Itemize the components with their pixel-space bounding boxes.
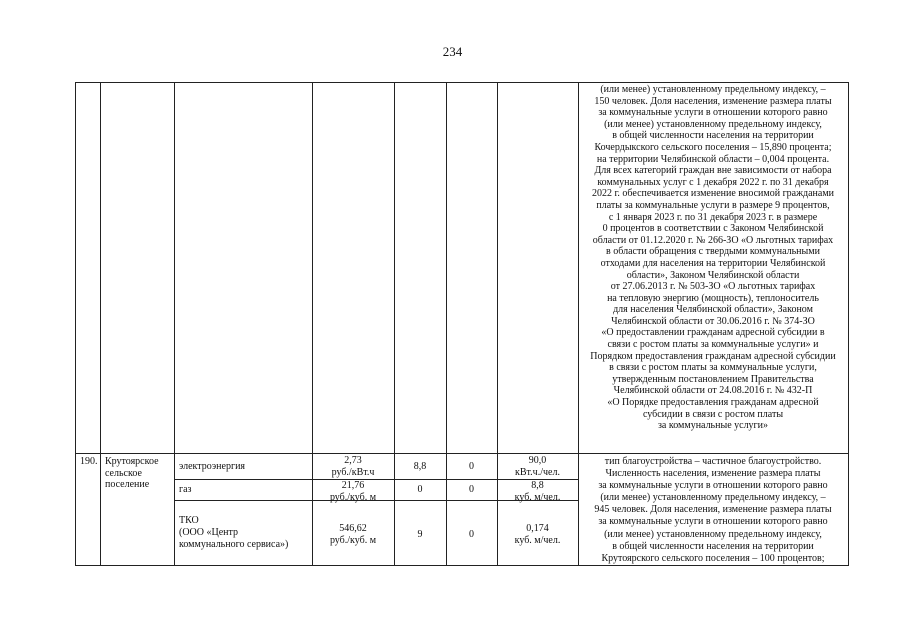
note-line: Челябинской области от 30.06.2016 г. № 374-ЗО xyxy=(611,315,815,327)
note-line: за коммунальные услуги в отношении которого равно xyxy=(598,516,828,528)
note-line: Кочердыкского сельского поселения – 15,890 процента; xyxy=(594,141,832,153)
volume-line: куб. м/чел. xyxy=(514,534,561,546)
note-line: в общей численности населения на территории xyxy=(612,130,814,142)
change-waste: 0 xyxy=(469,529,474,540)
note-line: (или менее) установленному предельному индексу, xyxy=(604,118,822,130)
note-line: «О предоставлении гражданам адресной субсидии в xyxy=(601,327,825,339)
index-waste: 9 xyxy=(417,529,423,540)
service-name-line: коммунального сервиса») xyxy=(179,539,289,550)
tariff-line: 546,62 xyxy=(339,523,367,534)
index-gas: 0 xyxy=(417,484,423,495)
note-line: тип благоустройства – частичное благоустройство. xyxy=(604,456,822,467)
note-line: в связи с ростом платы за коммунальные услуги, xyxy=(609,362,817,374)
note-line: на тепловую энергию (мощность), теплоноситель xyxy=(607,292,819,304)
tariff-electricity xyxy=(312,455,394,478)
settlement-name-line: сельское xyxy=(105,467,142,479)
note-line: 2022 г. обеспечивается изменение вносимой гражданами xyxy=(591,188,835,200)
volume-line: кВт.ч./чел. xyxy=(515,466,560,478)
volume-electricity xyxy=(497,455,578,478)
row-number: 190. xyxy=(80,456,98,467)
note-line: от 27.06.2013 г. № 503-ЗО «О льготных тарифах xyxy=(610,281,816,293)
note-line: связи с ростом платы за коммунальные услуги» и xyxy=(607,339,819,351)
service-name-line: (ООО «Центр xyxy=(179,527,238,538)
settlement-name xyxy=(105,456,159,491)
index-electricity: 8,8 xyxy=(413,461,427,472)
note-line: субсидии в связи с ростом платы xyxy=(642,408,784,420)
service-name-line: газ xyxy=(179,484,192,495)
settlement-name-line: поселение xyxy=(105,479,150,490)
service-name-line: ТКО xyxy=(179,515,199,526)
note-line: Челябинской области от 24.08.2016 г. № 432-П xyxy=(613,385,813,397)
note-line: коммунальных услуг с 1 декабря 2022 г. по 31 декабря xyxy=(597,176,829,188)
note-line: платы за коммунальные услуги в размере 9 процентов, xyxy=(596,199,830,211)
note-line: на территории Челябинской области – 0,004 процента. xyxy=(596,153,830,165)
tariff-line: руб./куб. м xyxy=(329,491,377,503)
note-line: с 1 января 2023 г. по 31 декабря 2023 г. в размере xyxy=(608,211,818,223)
note-line: (или менее) установленному предельному индексу, xyxy=(604,528,822,540)
tariff-waste xyxy=(312,523,394,546)
volume-line: 8,8 xyxy=(531,480,544,491)
service-name-gas xyxy=(179,484,192,496)
note-line: области», Законом Челябинской области xyxy=(626,269,800,281)
settlement-name-line: Крутоярское xyxy=(105,456,159,467)
service-name-line: электроэнергия xyxy=(179,461,246,472)
note-line: утвержденным постановлением Правительства xyxy=(612,373,814,385)
tariff-line: руб./кВт.ч xyxy=(331,466,375,478)
note-line: за коммунальные услуги в отношении которого равно xyxy=(598,107,828,119)
note-line: в области обращения с твердыми коммунальными xyxy=(606,246,820,258)
page-number: 234 xyxy=(442,44,463,59)
note-line: за коммунальные услуги в отношении которого равно xyxy=(598,480,828,492)
change-electricity: 0 xyxy=(469,461,474,472)
continuation-notes xyxy=(578,84,848,432)
settlement-notes xyxy=(578,456,848,565)
note-line: для населения Челябинской области», Законом xyxy=(613,304,813,316)
note-line: Крутоярского сельского поселения – 100 процентов; xyxy=(601,552,825,564)
volume-gas xyxy=(497,480,578,503)
note-line: за коммунальные услуги» xyxy=(657,420,769,432)
note-line: отходами для населения на территории Челябинской xyxy=(600,257,826,269)
note-line: 0 процентов в соответствии с Законом Челябинской xyxy=(602,223,824,235)
volume-line: 90,0 xyxy=(528,455,547,466)
service-name-electricity xyxy=(179,461,245,473)
note-line: Порядком предоставления гражданам адресной субсидии xyxy=(590,350,836,362)
tariff-line: 21,76 xyxy=(341,480,365,491)
volume-waste xyxy=(497,523,578,546)
tariff-line: руб./куб. м xyxy=(329,534,377,546)
volume-line: куб. м/чел. xyxy=(514,491,561,503)
tariff-gas xyxy=(312,480,394,503)
note-line: 150 человек. Доля населения, изменение размера платы xyxy=(594,95,832,107)
note-line: 945 человек. Доля населения, изменение размера платы xyxy=(594,504,832,516)
note-line: в общей численности населения на территории xyxy=(612,540,814,552)
note-line: Численность населения, изменение размера платы xyxy=(605,468,821,480)
volume-line: 0,174 xyxy=(526,523,549,534)
service-name-waste xyxy=(179,515,288,551)
note-line: «О Порядке предоставления гражданам адресной xyxy=(607,397,819,409)
note-line: области от 01.12.2020 г. № 266-ЗО «О льготных тарифах xyxy=(592,234,834,246)
note-line: (или менее) установленному предельному индексу, – xyxy=(600,84,826,95)
note-line: Для всех категорий граждан вне зависимости от набора xyxy=(594,165,832,177)
tariff-line: 2,73 xyxy=(344,455,362,466)
note-line: (или менее) установленному предельному индексу, – xyxy=(600,492,826,504)
change-gas: 0 xyxy=(469,484,474,495)
